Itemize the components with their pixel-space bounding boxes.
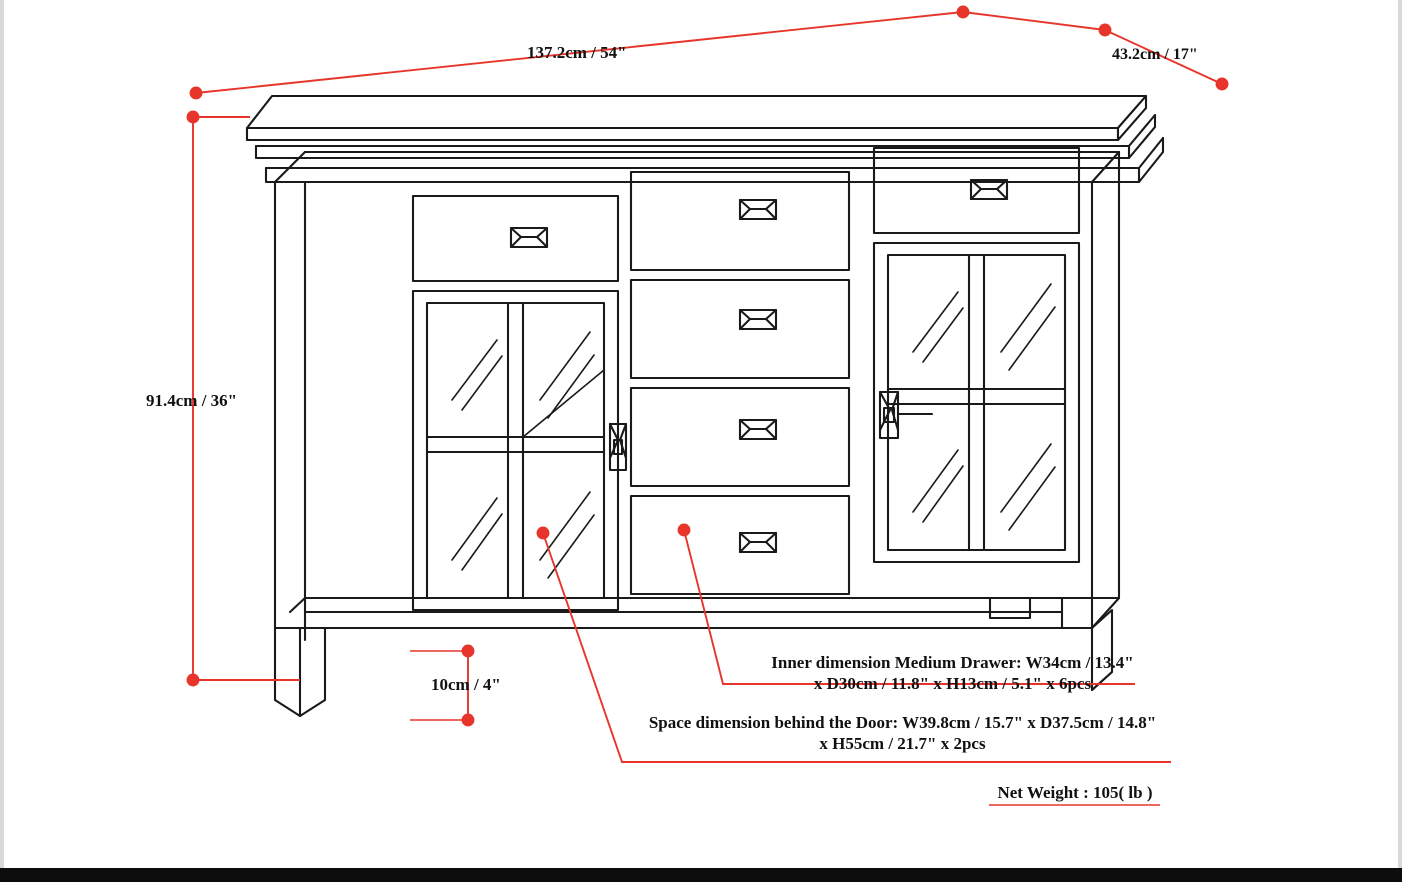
drawer-handle (740, 420, 776, 439)
net-weight-text: Net Weight : 105( lb ) (997, 783, 1153, 802)
net-weight-note (989, 782, 1161, 803)
drawer-handle (740, 310, 776, 329)
cabinet-top (247, 96, 1163, 182)
drawer-handle (740, 200, 776, 219)
depth-dimension-label: 43.2cm / 17" (1112, 46, 1198, 63)
bottom-edge-band (0, 868, 1402, 882)
height-dimension-label: 91.4cm / 36" (146, 391, 238, 410)
width-dimension (191, 7, 1111, 99)
drawer-note-line1: Inner dimension Medium Drawer: W34cm / 13.4" (771, 653, 1134, 672)
left-door-section (413, 196, 626, 610)
drawer-note-line2: x D30cm / 11.8" x H13cm / 5.1" x 6pcs (813, 674, 1092, 694)
drawer-handle (740, 533, 776, 552)
leg-height-dimension-label: 10cm / 4" (431, 675, 501, 694)
center-drawer-stack (631, 172, 849, 594)
right-door-section (874, 148, 1079, 562)
door-space-note (625, 712, 1180, 755)
drawer-dimension-note (755, 652, 1150, 695)
door-note-line2: x H55cm / 21.7" x 2pcs (819, 734, 986, 754)
door-note-line1: Space dimension behind the Door: W39.8cm / 15.7" x D37.5cm / 14.8" (648, 713, 1157, 732)
width-dimension-label: 137.2cm / 54" (527, 43, 627, 62)
drawer-handle (511, 228, 547, 247)
